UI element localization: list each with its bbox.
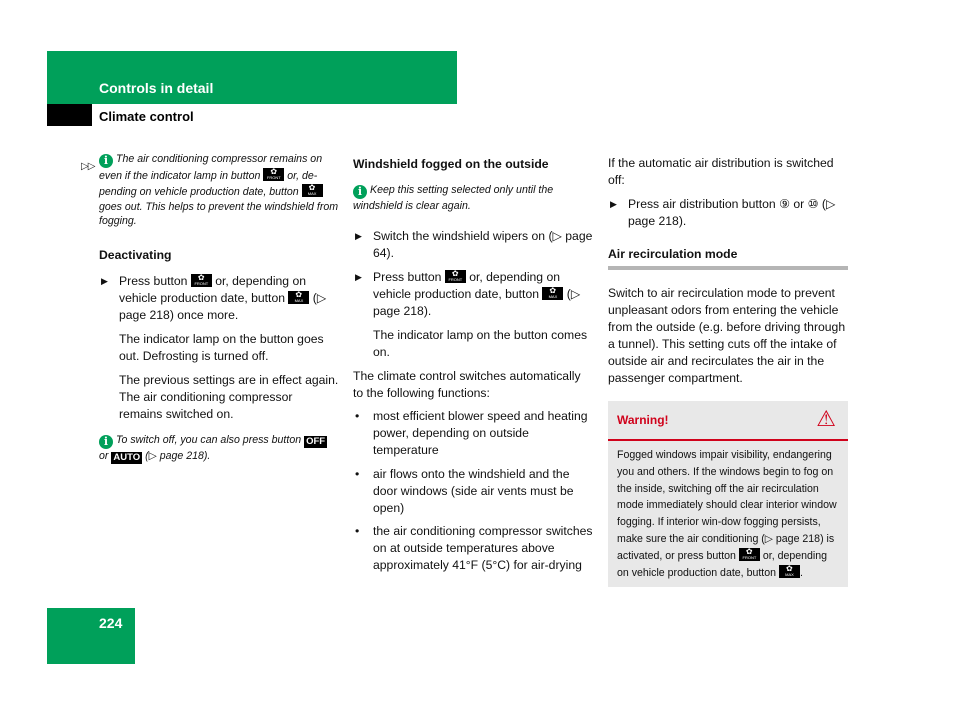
- step-triangle-icon: ▶: [355, 230, 362, 241]
- note-text: Keep this setting selected only until the windshield is clear again.: [353, 184, 554, 212]
- step-text: Press air distribution button ⑨ or ⑩ (▷ page 218).: [628, 197, 836, 228]
- step-text: (▷ page 218).: [373, 286, 581, 318]
- step-triangle-icon: ▶: [610, 199, 617, 209]
- info-icon: i: [353, 185, 367, 199]
- subsection-title: Climate control: [99, 109, 194, 124]
- note-text: goes out. This helps to prevent the windshield from fogging.: [99, 200, 339, 228]
- continued-mark: ▷▷: [81, 161, 95, 172]
- defrost-max-button-icon: ✿ MAX: [779, 565, 800, 578]
- step-triangle-icon: ▶: [101, 276, 108, 287]
- step-text: Press button: [373, 269, 442, 284]
- defrost-front-button-icon: ✿ FRONT: [739, 548, 760, 561]
- list-item-text: the air conditioning compressor switches on at outside temperatures above approximately 41°F (5°C) for air-drying: [373, 523, 593, 572]
- page-number: 224: [99, 615, 123, 631]
- air-distribution-intro: If the automatic air distribution is switched off:: [608, 156, 834, 187]
- warning-text: Fogged windows impair visibility, endangering you and others. If the windows begin to fog on the inside, switching off the air recirculation mode immediately should clear interior window fogging. If interior win-dow fogging persists, make sure the air conditioning (▷ page 218) is activated, or press button ✿ FRONT or, depending on vehicle production date, button ✿ MAX .: [617, 449, 837, 579]
- defrost-front-button-icon: ✿ FRONT: [191, 274, 212, 287]
- step-triangle-icon: ▶: [355, 271, 362, 282]
- air-recirculation-heading: Air recirculation mode: [608, 246, 848, 270]
- note-text: or, de-pending on vehicle production date, button: [99, 170, 318, 198]
- defrost-front-button-icon: ✿ FRONT: [263, 168, 284, 181]
- step-text: or, depending on vehicle production date, button: [373, 269, 561, 301]
- column-1: [99, 152, 339, 464]
- info-note-keep-setting: [353, 183, 593, 214]
- air-recirculation-text: Switch to air recirculation mode to prevent unpleasant odors from entering the vehicle from the outside (e.g. before driving through a tunnel). This setting cuts off the intake of outside air and recirculates the air in the passenger compartment.: [608, 286, 846, 385]
- warning-header: [608, 401, 848, 441]
- air-distribution-step: [608, 196, 848, 230]
- info-icon: i: [99, 435, 113, 449]
- list-item: • the air conditioning compressor switches on at outside temperatures above approximately 41°F (5°C) for air-drying: [355, 523, 593, 572]
- deactivating-result-2: The previous settings are in effect again. The air conditioning compressor remains switched on.: [119, 373, 339, 422]
- defrost-max-button-icon: ✿ MAX: [542, 287, 563, 300]
- deactivating-heading: Deactivating: [99, 248, 172, 263]
- defrost-max-button-icon: ✿ MAX: [302, 184, 323, 197]
- list-item: • most efficient blower speed and heating power, depending on outside temperature: [355, 408, 588, 457]
- column-3: [608, 152, 848, 587]
- warning-box: [608, 401, 848, 587]
- auto-functions-intro: The climate control switches automatically to the following functions:: [353, 368, 581, 400]
- column-2: [353, 152, 593, 574]
- list-item-text: most efficient blower speed and heating power, depending on outside temperature: [373, 408, 588, 457]
- step-text: Switch the windshield wipers on (▷ page 64).: [373, 228, 593, 260]
- note-text: The air conditioning compressor remains on even if the indicator lamp in button: [99, 153, 323, 182]
- off-button-icon: OFF: [306, 436, 326, 448]
- step-text: or, depending on vehicle production date, button: [119, 274, 307, 306]
- info-note-compressor: [99, 152, 339, 229]
- auto-button-icon: AUTO: [113, 452, 141, 464]
- windshield-fogged-heading: Windshield fogged on the outside: [353, 157, 549, 171]
- deactivating-step: [99, 273, 339, 324]
- note-text: (▷ page 218).: [145, 450, 211, 463]
- list-item-text: air flows onto the windshield and the door windows (side air vents must be open): [373, 466, 574, 515]
- step-text: Press button: [119, 274, 188, 289]
- note-text: To switch off, you can also press button: [116, 434, 302, 447]
- header-marker: [47, 104, 92, 126]
- section-title: Controls in detail: [99, 80, 214, 96]
- warning-label: Warning!: [617, 413, 669, 427]
- note-text: or: [99, 450, 109, 463]
- list-item: • air flows onto the windshield and the door windows (side air vents must be open): [355, 466, 574, 515]
- indicator-lamp-text: The indicator lamp on the button comes on.: [373, 327, 588, 359]
- defrost-front-button-icon: ✿ FRONT: [445, 270, 466, 283]
- wipers-step: [353, 228, 593, 262]
- defrost-step: [353, 269, 593, 320]
- info-icon: i: [99, 154, 113, 168]
- deactivating-result-1: The indicator lamp on the button goes out. Defrosting is turned off.: [119, 332, 324, 364]
- warning-triangle-icon: ⚠: [816, 406, 836, 431]
- step-text: (▷ page 218) once more.: [119, 291, 327, 323]
- info-note-switch-off: [99, 433, 339, 464]
- defrost-max-button-icon: ✿ MAX: [288, 291, 309, 304]
